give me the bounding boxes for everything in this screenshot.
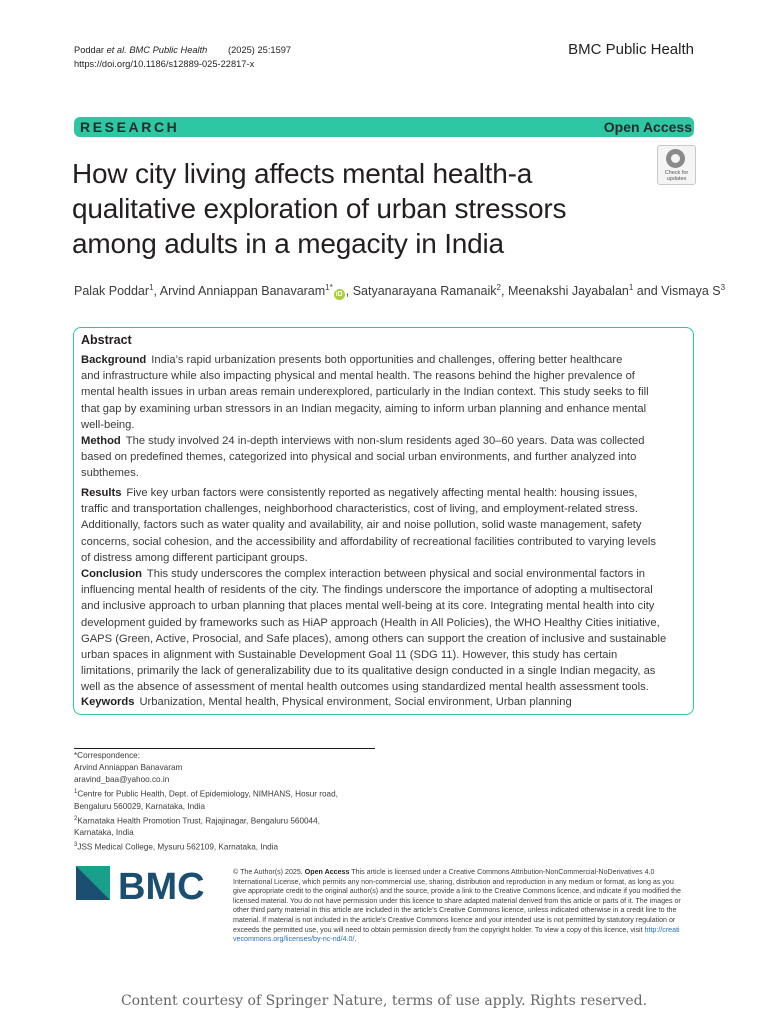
author-affiliation-sup: 1 <box>149 283 154 292</box>
method-line: The study involved 24 in-depth interviews with non-slum residents aged 30–60 years. Data was collected <box>125 435 645 447</box>
affiliation-line: JSS Medical College, Mysuru 562109, Karnataka, India <box>77 843 279 853</box>
method-line: subthemes. <box>81 467 139 480</box>
license-line: other third party material in this article are included in the article’s Creative Commons licence, unless indicated otherwise in a credit line to the <box>233 906 677 915</box>
author-separator: , <box>153 284 160 299</box>
affiliation-line: Bengaluru 560029, Karnataka, India <box>74 801 206 811</box>
keywords-list: Urbanization, Mental health, Physical environment, Social environment, Urban planning <box>139 696 572 708</box>
license-line: International License, which permits any non-commercial use, sharing, distribution and reproduction in any medium or format, as long as you <box>233 877 674 886</box>
abstract-method <box>81 433 686 482</box>
background-line: and infrastructure while also impacting physical and mental health. The reasons behind the higher prevalence of <box>81 370 635 383</box>
title-line-1: How city living affects mental health-a <box>72 158 533 189</box>
orcid-icon[interactable]: iD <box>335 291 343 299</box>
header-citation-line <box>74 43 291 57</box>
license-link[interactable]: http://creati <box>644 925 680 934</box>
affiliation-sup: 3 <box>74 842 78 849</box>
conclusion-line: This study underscores the complex interaction between physical and social environmental factors in <box>146 568 646 580</box>
header-citation: (2025) 25:1597 <box>228 45 292 55</box>
license-line: This article is licensed under a Creative Commons Attribution-NonCommercial-NoDerivatives 4.0 <box>351 868 655 876</box>
conclusion-line: and inclusive approach to urban planning that places mental well-being at its core. Integrating mental health into city <box>81 600 655 613</box>
abstract-keywords <box>81 694 686 710</box>
affiliation-sup: 1 <box>74 789 78 795</box>
article-title <box>72 156 632 261</box>
title-line-2: qualitative exploration of urban stressors <box>72 193 567 224</box>
courtesy-notice: Content courtesy of Springer Nature, terms of use apply. Rights reserved. <box>120 993 648 1009</box>
conclusion-line: influencing mental health of residents of the city. The findings underscore the importance of adopting a multisectoral <box>81 584 653 597</box>
crossmark-line-1: Check for <box>664 170 689 176</box>
header-doi[interactable]: https://doi.org/10.1186/s12889-025-22817-x <box>74 59 255 69</box>
background-line: well-being. <box>81 418 135 431</box>
correspondence-block <box>74 750 394 854</box>
header-journal-short: BMC Public Health <box>129 45 208 55</box>
abstract-background <box>81 352 686 433</box>
title-line-3: among adults in a megacity in India <box>72 228 504 259</box>
affiliation-line: Centre for Public Health, Dept. of Epidemiology, NIMHANS, Hosur road, <box>77 789 338 799</box>
results-line: concerns, social cohesion, and the accessibility and affordability of recreational facilities contributed to varying levels <box>81 535 657 548</box>
license-text <box>233 868 696 945</box>
author-name[interactable]: Vismaya S <box>661 284 721 299</box>
license-link-continued[interactable]: vecommons.org/licenses/by-nc-nd/4.0/ <box>233 935 355 944</box>
license-line: licensed material. You do not have permission under this licence to share adapted material derived from this article or parts of it. The images or <box>233 896 681 905</box>
abstract-conclusion <box>81 566 686 696</box>
author-affiliation-sup: 1 <box>628 283 634 292</box>
conclusion-line: well as the absence of assessment of mental health outcomes using standardized mental health assessment tools. <box>81 681 649 694</box>
bmc-logo <box>74 862 214 908</box>
conclusion-line: GAPS (Green, Active, Prosocial, and Safe places), among others can support the creation of inclusive and sustainable <box>81 632 667 645</box>
results-line: of distress among different participant groups. <box>81 551 308 564</box>
affiliation-3 <box>74 839 394 854</box>
affiliation-line: Karnataka, India <box>74 828 134 838</box>
abstract-results <box>81 485 686 566</box>
author-separator: , <box>500 284 508 299</box>
conclusion-line: development guided by frameworks such as HiAP approach (Health in All Policies), the WHO Healthy Cities initiative, <box>81 616 660 629</box>
affiliation-2 <box>74 813 394 828</box>
footnote-divider <box>74 748 375 749</box>
affiliation-line: Karnataka Health Promotion Trust, Rajajinagar, Bengaluru 560044, <box>77 816 320 826</box>
abstract-heading: Abstract <box>81 333 132 347</box>
license-open-access: Open Access <box>304 868 350 876</box>
background-line: mental health issues in urban areas remain underexplored, particularly in the Indian context. This study seeks to fill <box>81 386 649 399</box>
author-affiliation-sup: 3 <box>720 283 726 292</box>
author-list <box>74 283 725 300</box>
crossmark-icon <box>666 149 685 168</box>
author-affiliation-sup: 1* <box>325 283 333 292</box>
header-et-al: et al. <box>106 45 127 55</box>
check-for-updates-button[interactable] <box>657 145 696 185</box>
open-access-label: Open Access <box>603 119 692 135</box>
results-line: traffic and transportation challenges, neighborhood characteristics, cost of living, and employment-related stress. <box>81 503 638 516</box>
results-label: Results <box>81 487 122 499</box>
conclusion-label: Conclusion <box>81 568 142 580</box>
author-affiliation-sup: 2 <box>496 283 501 292</box>
background-label: Background <box>81 354 147 366</box>
crossmark-line-2: updates <box>666 176 687 182</box>
correspondence-email[interactable]: aravind_baa@yahoo.co.in <box>74 775 170 784</box>
affiliation-1 <box>74 786 394 801</box>
license-line: material. If material is not included in the article’s Creative Commons licence and your intended use is not permitted by statutory regulation or <box>233 915 676 924</box>
author-name[interactable]: Meenakshi Jayabalan <box>507 284 629 299</box>
journal-name: BMC Public Health <box>568 41 694 58</box>
author-name[interactable]: Palak Poddar <box>74 284 150 299</box>
keywords-label: Keywords <box>81 696 135 708</box>
correspondence-name: Arvind Anniappan Banavaram <box>74 763 183 772</box>
results-line: Five key urban factors were consistently reported as negatively affecting mental health: housing issues, <box>126 487 638 499</box>
license-copyright: © The Author(s) 2025. <box>233 868 303 876</box>
method-line: based on predefined themes, categorized into physical and social urban environments, and further analyzed into <box>81 451 637 464</box>
license-period: . <box>354 935 357 944</box>
correspondence-label: *Correspondence: <box>74 751 140 760</box>
author-name[interactable]: Satyanarayana Ramanaik <box>352 284 497 299</box>
author-name[interactable]: Arvind Anniappan Banavaram <box>159 284 326 299</box>
results-line: Additionally, factors such as water quality and availability, air and noise pollution, solid waste management, safety <box>81 519 642 532</box>
conclusion-line: urban spaces in alignment with Sustainable Development Goal 11 (SDG 11). However, this study has certain <box>81 649 618 662</box>
background-line: India’s rapid urbanization presents both opportunities and challenges, offering better healthcare <box>151 354 623 366</box>
article-type-label: RESEARCH <box>80 119 180 135</box>
background-line: that gap by examining urban stressors in an Indian megacity, aiming to inform urban planning and enhance mental <box>81 402 647 415</box>
header-author: Poddar <box>74 45 104 55</box>
license-line: give appropriate credit to the original author(s) and the source, provide a link to the Creative Commons licence, and indicate if you modified the <box>233 887 681 896</box>
license-line: exceeds the permitted use, you will need to obtain permission directly from the copyright holder. To view a copy of this licence, visit <box>233 925 643 934</box>
bmc-logo-text: BMC <box>118 866 205 908</box>
running-header <box>74 43 291 71</box>
method-label: Method <box>81 435 121 447</box>
author-separator: , <box>345 284 353 299</box>
conclusion-line: limitations, primarily the lack of generalizability due to its qualitative design conducted in a single Indian megacity, as <box>81 665 656 678</box>
author-separator: and <box>633 284 662 299</box>
affiliation-sup: 2 <box>74 815 78 822</box>
